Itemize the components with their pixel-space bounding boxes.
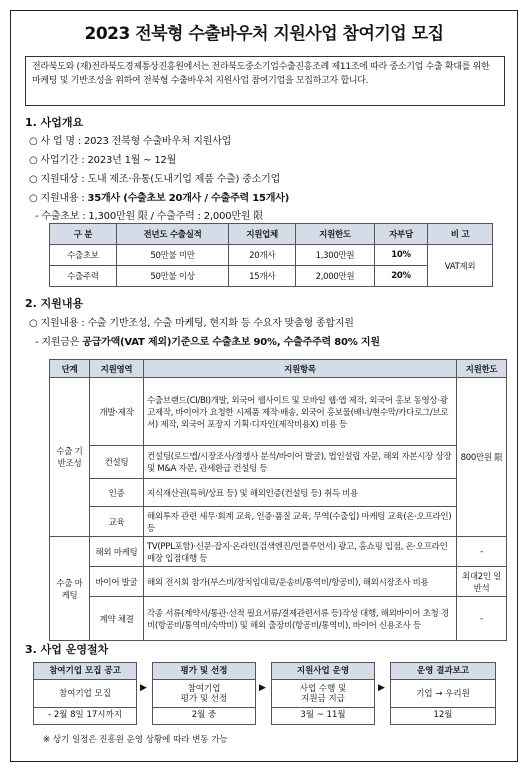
schedule-note: ※ 상기 일정은 진흥원 운영 상황에 따라 변동 가능 [43,735,228,745]
table-cell: 10% [374,245,427,266]
area-cell: 해외 마케팅 [90,537,144,567]
limit-cell: 최대2인 일반석 [457,567,507,597]
area-cell: 바이어 발굴 [90,567,144,597]
table-row [50,597,507,641]
table-header: 지원한도 [457,360,507,378]
item-cell: 수출브랜드(CI/BI)개발, 외국어 웹사이트 및 모바일 웹·앱 제작, 외국어 홍보 동영상·광고제작, 바이어가 요청한 시제품 제작·배송, 외국어 홍보물(배너/현수막/카다로그/브로셔) 제작, 외국어 포장지 기획·디자인(제작비용X) 비용 등 [144,378,457,446]
support-table [49,223,493,287]
step-foot: 3월 ~ 11월 [271,708,375,725]
table-row [50,507,507,537]
process-step [152,662,256,725]
table-header: 자부담 [374,224,427,245]
table-cell: 20% [374,266,427,287]
table-header: 비 고 [428,224,493,245]
table-cell: 2,000만원 [296,266,375,287]
area-cell: 개발·제작 [90,378,144,446]
page-title: 2023 전북형 수출바우처 지원사업 참여기업 모집 [84,24,444,44]
step-foot: - 2월 8일 17시까지 [33,708,137,725]
table-header: 전년도 수출실적 [116,224,228,245]
stage-cell: 수출 기반조성 [50,378,90,537]
step-head: 운영 결과보고 [390,662,496,680]
arrow-icon: ▶ [140,683,147,693]
limit-cell: - [457,537,507,567]
support-subsidy-line: - 지원금은 공급가액(VAT 제외)기준으로 수출초보 90%, 수출주주력 80% 지원 [35,337,380,348]
table-cell: 50만불 이상 [116,266,228,287]
table-cell: 20개사 [229,245,296,266]
table-header: 지원한도 [296,224,375,245]
area-cell: 계약 체결 [90,597,144,641]
arrow-icon: ▶ [378,683,385,693]
item-cell: 해외투자 관련 세무·회계 교육, 인증·품질 교육, 무역(수출입) 마케팅 교육(온·오프라인) 등 [144,507,457,537]
item-cell: 지식재산권(특허/상표 등) 및 해외인증(컨설팅 등) 취득 비용 [144,479,457,507]
area-cell: 교육 [90,507,144,537]
process-step [33,662,137,725]
section-2-heading: 2. 지원내용 [25,297,84,310]
arrow-icon: ▶ [259,683,266,693]
support-line: ○ 지원내용 : 수출 기반조성, 수출 마케팅, 현지화 등 수요자 맞춤형 종합지원 [29,318,354,329]
table-row [50,446,507,479]
section-3-heading: 3. 사업 운영절차 [25,643,109,656]
table-header: 지원업체 [229,224,296,245]
item-cell: TV(PPL포함)·신문·잡지·온라인(검색엔진/인플루언서) 광고, 홈쇼핑 입점, 온·오프라인매장 입점대행 등 [144,537,457,567]
limit-cell: 800만원 限 [457,378,507,537]
step-head: 평가 및 선정 [152,662,256,680]
step-head: 참여기업 모집 공고 [33,662,137,680]
overview-item: ○ 사업기간 : 2023년 1월 ~ 12월 [29,155,177,166]
intro-box: 전라북도와 (재)전라북도경제통상진흥원에서는 전라북도중소기업수출진흥조례 제11조에 따라 중소기업 수출 확대를 위한 마케팅 및 기반조성을 위하여 전북형 수출바우처 지원사업 참여기업을 모집하고자 합니다. [25,56,505,106]
process-step [390,662,496,725]
limit-cell: - [457,597,507,641]
overview-item: ○ 지원내용 : 35개사 (수출초보 20개사 / 수출주력 15개사) [29,193,290,204]
table-header: 지원영역 [90,360,144,378]
item-cell: 해외 전시회 참가(부스비/장치임대료/운송비/통역비/항공비), 해외시장조사 비용 [144,567,457,597]
document-page [10,10,518,762]
process-step [271,662,375,725]
table-cell: 수출주력 [50,266,117,287]
table-cell: 수출초보 [50,245,117,266]
table-header: 구 분 [50,224,117,245]
table-row [50,567,507,597]
stage-cell: 수출 마케팅 [50,537,90,641]
table-row [50,378,507,446]
table-cell: 1,300만원 [296,245,375,266]
table-header: 단계 [50,360,90,378]
item-cell: 각종 서류(계약서/통관·선적 필요서류/결제관련서류 등)작성 대행, 해외바이어 초청 경비(항공비/통역비/숙박비) 및 해외 출장비(항공비/통역비), 바이어 신용조사 등 [144,597,457,641]
section-1-heading: 1. 사업개요 [25,116,84,129]
table-cell: 50만불 미만 [116,245,228,266]
table-row [50,245,493,266]
support-items-table [49,359,507,641]
table-note: VAT제외 [428,245,493,287]
step-body: 기업 → 우리원 [390,680,496,708]
table-row [50,479,507,507]
overview-item: ○ 지원대상 : 도내 제조·유통(도내기업 제품 수출) 중소기업 [29,174,281,185]
step-head: 지원사업 운영 [271,662,375,680]
step-body: 참여기업 평가 및 선정 [152,680,256,708]
table-header: 지원항목 [144,360,457,378]
overview-sub: - 수출초보 : 1,300만원 限 / 수출주력 : 2,000만원 限 [35,211,264,222]
item-cell: 컨설팅(로드맵/시장조사/경쟁사 분석/바이어 발굴), 법인설립 자문, 해외 자본시장 상장 및 M&A 자문, 관세환급 컨설팅 등 [144,446,457,479]
overview-item: ○ 사 업 명 : 2023 전북형 수출바우처 지원사업 [29,136,232,147]
step-body: 참여기업 모집 [33,680,137,708]
step-foot: 2월 중 [152,708,256,725]
area-cell: 컨설팅 [90,446,144,479]
table-row [50,537,507,567]
table-row [50,266,493,287]
step-foot: 12월 [390,708,496,725]
step-body: 사업 수행 및 지원금 지급 [271,680,375,708]
area-cell: 인증 [90,479,144,507]
table-cell: 15개사 [229,266,296,287]
